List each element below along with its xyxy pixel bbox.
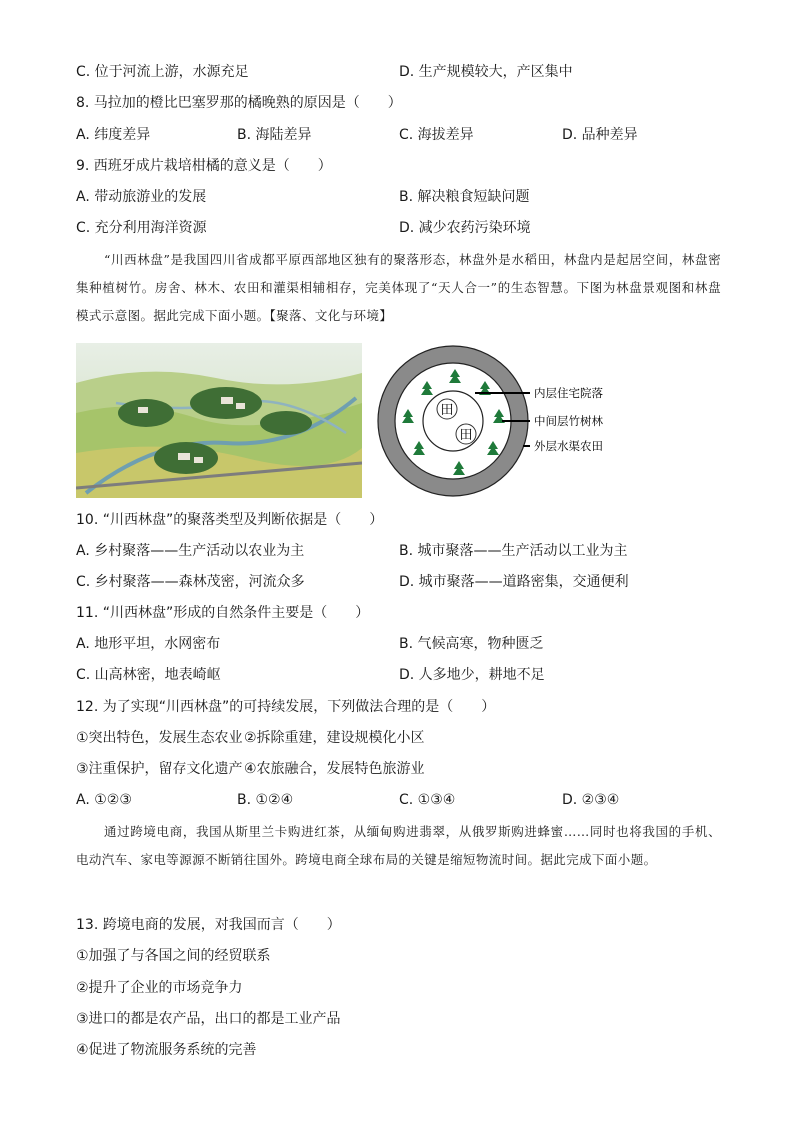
linpan-landscape-image xyxy=(76,343,362,498)
q8-option-a: A. 纬度差异 xyxy=(76,127,151,143)
q11-stem: 11. “川西林盘”形成的自然条件主要是（ ） xyxy=(76,605,370,621)
q8-option-d: D. 品种差异 xyxy=(562,127,638,143)
passage-cross-border-ecommerce xyxy=(76,818,721,874)
q11-option-b: B. 气候高寒，物种匮乏 xyxy=(399,636,544,652)
q9-option-a: A. 带动旅游业的发展 xyxy=(76,189,207,205)
q12-stem: 12. 为了实现“川西林盘”的可持续发展，下列做法合理的是（ ） xyxy=(76,699,496,715)
q10-option-d: D. 城市聚落——道路密集，交通便利 xyxy=(399,574,629,590)
inner-ring-residence xyxy=(423,391,483,451)
label-inner-layer: 内层住宅院落 xyxy=(534,386,603,400)
linpan-pattern-diagram xyxy=(375,341,635,501)
q10-option-c: C. 乡村聚落——森林茂密，河流众多 xyxy=(76,574,305,590)
label-middle-layer: 中间层竹树林 xyxy=(534,414,603,428)
passage-linpan-text: “川西林盘”是我国四川省成都平原西部地区独有的聚落形态，林盘外是水稻田，林盘内是起居空间，林盘密集种植树竹。房舍、林木、农田和灌渠相辅相存，完美体现了“天人合一”的生态智慧。下图为林盘景观图和林盘模式示意图。据此完成下面小题。【聚落、文化与环境】 xyxy=(76,252,721,323)
q12-option-b: B. ①②④ xyxy=(237,792,294,808)
linpan-landscape-illustration xyxy=(76,343,362,498)
passage-cross-border-text: 通过跨境电商，我国从斯里兰卡购进红茶，从缅甸购进翡翠，从俄罗斯购进蜂蜜……同时也将我国的手机、电动汽车、家电等源源不断销往国外。跨境电商全球布局的关键是缩短物流时间。据此完成下面小题。 xyxy=(76,824,721,867)
q13-item-3: ③进口的都是农产品，出口的都是工业产品 xyxy=(76,1011,341,1027)
q12-item-1: ①突出特色，发展生态农业 xyxy=(76,730,243,746)
q7-option-d: D. 生产规模较大，产区集中 xyxy=(399,64,573,80)
q8-option-b: B. 海陆差异 xyxy=(237,127,312,143)
q9-option-b: B. 解决粮食短缺问题 xyxy=(399,189,530,205)
passage-linpan xyxy=(76,246,721,330)
label-outer-layer: 外层水渠农田 xyxy=(534,439,603,453)
q12-item-3: ③注重保护，留存文化遗产 xyxy=(76,761,243,777)
q11-option-c: C. 山高林密，地表崎岖 xyxy=(76,667,221,683)
q12-option-d: D. ②③④ xyxy=(562,792,620,808)
q10-option-a: A. 乡村聚落——生产活动以农业为主 xyxy=(76,543,305,559)
q8-option-c: C. 海拔差异 xyxy=(399,127,474,143)
house-glyph: 田 xyxy=(440,403,454,418)
q13-item-2: ②提升了企业的市场竞争力 xyxy=(76,980,243,996)
q12-item-2: ②拆除重建，建设规模化小区 xyxy=(244,730,425,746)
q10-option-b: B. 城市聚落——生产活动以工业为主 xyxy=(399,543,628,559)
q10-stem: 10. “川西林盘”的聚落类型及判断依据是（ ） xyxy=(76,512,384,528)
q13-item-1: ①加强了与各国之间的经贸联系 xyxy=(76,948,271,964)
house-glyph: 田 xyxy=(459,428,473,443)
q8-stem: 8. 马拉加的橙比巴塞罗那的橘晚熟的原因是（ ） xyxy=(76,95,402,111)
q12-item-4: ④农旅融合，发展特色旅游业 xyxy=(244,761,425,777)
q9-option-c: C. 充分利用海洋资源 xyxy=(76,220,207,236)
q11-option-d: D. 人多地少，耕地不足 xyxy=(399,667,545,683)
q13-item-4: ④促进了物流服务系统的完善 xyxy=(76,1042,257,1058)
q11-option-a: A. 地形平坦，水网密布 xyxy=(76,636,221,652)
q12-option-a: A. ①②③ xyxy=(76,792,132,808)
q13-stem: 13. 跨境电商的发展，对我国而言（ ） xyxy=(76,917,341,933)
q7-option-c: C. 位于河流上游，水源充足 xyxy=(76,64,249,80)
q9-option-d: D. 减少农药污染环境 xyxy=(399,220,531,236)
q9-stem: 9. 西班牙成片栽培柑橘的意义是（ ） xyxy=(76,158,332,174)
q12-option-c: C. ①③④ xyxy=(399,792,456,808)
